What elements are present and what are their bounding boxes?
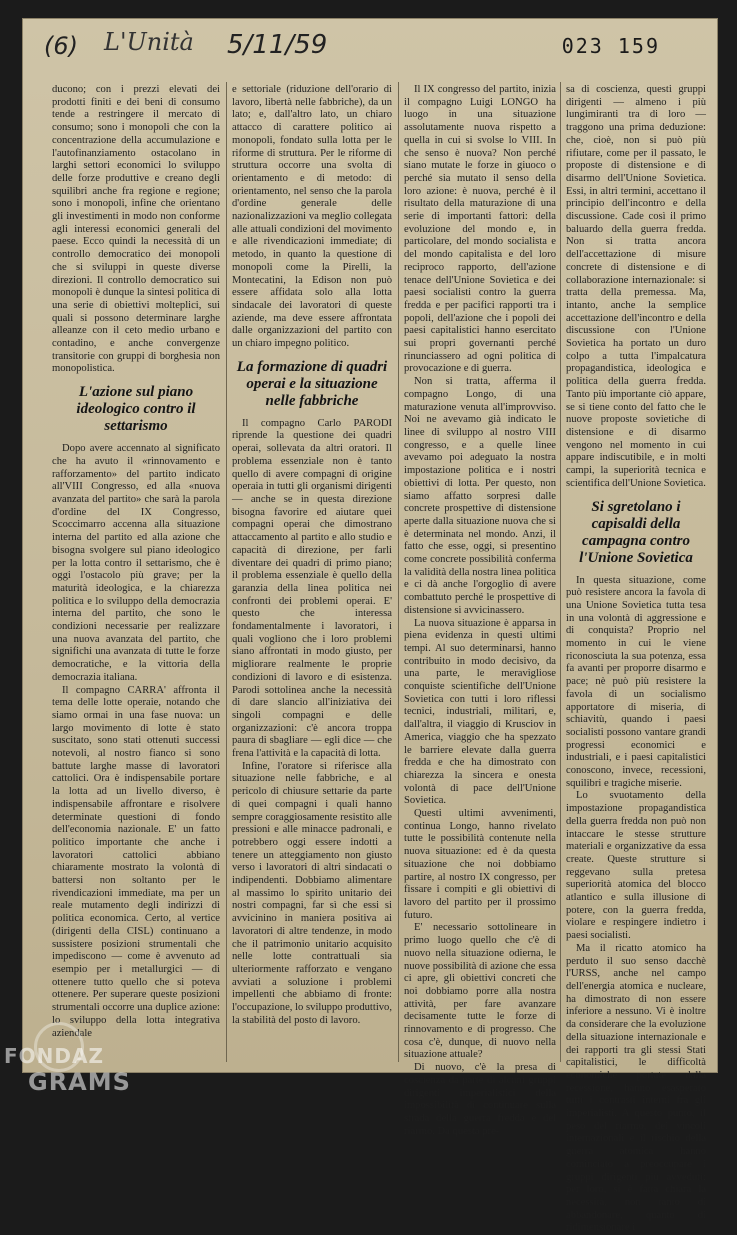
archive-stamp: 023 159 bbox=[561, 34, 660, 58]
col1-paragraph: Dopo avere accennato al significato che ha avuto il «rinnovamento e rafforzamento» del partito indicato all'VIII Congresso, ed alla «nuova avanzata del partito» che sarà la parola d'ordine del IX Congresso, Scoccimarro accenna alla situazione interna del partito ed alla azione che bisogna svolgere sul piano ideologico per la lotta contro il settarismo, che è oggi l'ostacolo più grave; per la maturità ideologica, e la chiarezza politica e lo sviluppo della democrazia interna del partito, che sono le condizioni necessarie per realizzare una nuova avanzata del partito, che significhi una avanzata di tutte le forze democratiche, e la vittoria della democrazia italiana. bbox=[52, 443, 220, 683]
col1-heading: L'azione sul piano ideologico contro il settarismo bbox=[76, 384, 196, 435]
col4-heading: Si sgretolano i capisaldi della campagna contro l'Unione Sovietica bbox=[579, 498, 693, 566]
col4-paragraph: sa di coscienza, questi gruppi dirigenti — almeno i più lungimiranti tra di loro — traggono una prima deduzione: che, cioè, non si può più rifiutare, come per il passato, le proposte di distensione e di disarmo dell'Unione Sovietica. Essi, in altri termini, accettano il principio dell'incontro e della discussione. Cade così il primo baluardo della guerra fredda. Non si tratta ancora dell'accettazione di misure concrete di distensione e di collaborazione internazionale: si tratta della premessa. Ma, intanto, anche la semplice accettazione dell'incontro e della discussione con l'Unione Sovietica ha portato un duro colpo a tutta l'impalcatura propagandistica, ideologica e politica della guerra fredda. Tanto più importante ciò appare, se si tiene conto del fatto che le nuove proposte sovietiche di distensione e di disarmo vengono nel momento in cui appare indiscutibile, e in molti campi, la superiorità tecnica e scientifica dell'Unione Sovietica. bbox=[566, 84, 706, 489]
column-3 bbox=[404, 84, 556, 1137]
col3-paragraph: Questi ultimi avvenimenti, continua Longo, hanno rivelato tutte le possibilità contenute nella nuova situazione: ed è da questa situazione che noi dobbiamo partire, al nostro IX congresso, per fissare i compiti e gli obiettivi di lavoro del partito per il prossimo futuro. bbox=[404, 808, 556, 921]
col4-paragraph: Ma il ricatto atomico ha perduto il suo senso dacchè l'URSS, anche nel campo dell'energia atomica e nucleare, ha dimostrato di non essere inferiore a nessuno. Vi è inoltre da considerare che la evoluzione della situazione internazionale e dei rapporti tra gli stessi Stati capitalistici, le difficoltà economiche portate dalla recessione, hanno esasperato tutti i contrasti interni fra gli imperialisti. A questo punto, il peso del riarmo, dei vincoli internazionali e il rischio della guerra atomica hanno cominciato a preoccupare i gruppi dirigenti più avveduti: per loro, si è fatta chiara la necessità, non tanto di abbandonare, quanto di ridimensionare i bbox=[566, 942, 706, 1234]
col1-paragraph: Il compagno CARRA' affronta il tema delle lotte operaie, notando che siamo ormai in una fase nuova: un largo movimento di lotte è stato suscitato, sono stati ottenuti successi notevoli, al nostro fianco si sono battute larghe masse di lavoratori cattolici. Ora è indispensabile portare la lotta ad un livello diverso, è indispensabile affrontare e risolvere determinate questioni di fondo dell'economia nazionale. E' un fatto politico importante che anche i lavoratori cattolici abbiano chiaramente mostrato la volontà di battersi non soltanto per le rivendicazioni immediate, ma per un reale mutamento degli indirizzi di politica economica. Certo, al vertice (dirigenti della CISL) continuano a sussistere posizioni strumentali che impediscono — come è avvenuto ad esempio per i metallurgici — di ottenere tutto quello che si poteva ottenere. Per superare queste posizioni strumentali occorre una duplice azione: lo sviluppo della lotta integrativa aziendale bbox=[52, 684, 220, 1039]
column-rule bbox=[560, 82, 561, 1062]
col3-paragraph: E' necessario sottolineare in primo luogo quello che c'è di nuovo nella situazione odierna, le nuove possibilità di azione che essa ci apre, gli obiettivi concreti che noi dobbiamo porre alla nostra attività, per fare avanzare decisamente tutte le forze di rinnovamento e di progresso. Che cosa c'è, dunque, di nuovo nella situazione attuale? bbox=[404, 922, 556, 1061]
col3-paragraph: La nuova situazione è apparsa in piena evidenza in questi ultimi tempi. Al suo determinarsi, hanno contribuito in modo decisivo, da una parte, le meravigliose conquiste scientifiche dell'Unione Sovietica con tutti i loro riflessi tecnici, industriali, militari, e, dall'altra, il viaggio di Krusciov in America, viaggio che ha spezzato le barriere elevate dalla guerra fredda e che ha dimostrato con chiarezza la sincera e onesta volontà di pace dell'Unione Sovietica. bbox=[404, 617, 556, 807]
col3-paragraph: Di nuovo, c'è la presa di coscienza da parte di alcuni gruppi dirigenti imperialistici della impossibilità di continuare sulla strada della guerra fredda e del riarmo. Da questa pre- bbox=[404, 1062, 556, 1137]
column-rule bbox=[226, 82, 227, 1062]
col3-paragraph: Non si tratta, afferma il compagno Longo, di una maturazione venuta all'improvviso. Noi ne avevamo già indicato le linee di sviluppo al nostro VIII congresso, e a quelle linee avevamo poi adeguato la nostra impostazione politica e i nostri obiettivi di lotta. Per questo, non siamo affatto sorpresi dalle concrete prospettive di distensione aperte dalla situazione nuova che si è determinata nel mondo. Anzi, il fatto che esse, oggi, si presentino come concrete possibilità conferma la validità della nostra linea politica e ci dà anche l'orgoglio di avere combattuto perché le prospettive di distensione si avvicinassero. bbox=[404, 376, 556, 616]
watermark bbox=[4, 1044, 131, 1096]
column-2 bbox=[232, 84, 392, 1059]
handwritten-number: (6) bbox=[44, 32, 78, 60]
column-1 bbox=[52, 84, 220, 1059]
col4-paragraph: Lo svuotamento della impostazione propagandistica della guerra fredda non può non intaccare le stesse strutture materiali e organizzative da essa create. Queste strutture si reggevano sulla pretesa superiorità atomica del blocco atlantico e sulla illusione di potere, con la guerra fredda, violare e respingere indietro i paesi socialisti. bbox=[566, 790, 706, 942]
column-rule bbox=[398, 82, 399, 1062]
col3-paragraph: Il IX congresso del partito, inizia il compagno Luigi LONGO ha luogo in una situazione assolutamente nuova rispetto a quella in cui si svolse lo VIII. In che senso è nuova? Non perché siano mutate le forze in giuoco o perché sia mutato il senso della loro azione: è nuova, perché è il risultato della maturazione di una serie di importanti fattori: della evoluzione del mondo e, in particolare, del mondo socialista e del mondo capitalista e del loro reciproco rapporto, dell'azione tenace dell'Unione Sovietica e dei paesi socialisti contro la guerra fredda e per pacifici rapporti tra i popoli, dell'azione che i popoli dei paesi capitalistici hanno esercitato sui propri governanti perché rinunciassero ad ogni politica di provocazione e di guerra. bbox=[404, 84, 556, 375]
watermark-line2: GRAMS bbox=[28, 1068, 131, 1096]
col2-paragraph: Infine, l'oratore si riferisce alla situazione nelle fabbriche, e al pericolo di chiusure settarie da parte di quei compagni i quali hanno sempre coraggiosamente resistito alle pressioni e alle minacce padronali, e potrebbero oggi essere indotti a tenere un atteggiamento non giusto verso i lavoratori di altri sindacati o indipendenti. Dobbiamo alimentare al massimo lo spirito unitario dei nostri compagni, far sì che essi si avvicinino in maniera positiva ai lavoratori di altre tendenze, in modo che il patrimonio unitario acquisito nelle lotte contrattuali sia ulteriormente rafforzato e vengano avviati a soluzione i problemi impellenti che abbiamo di fronte: l'occupazione, lo sviluppo produttivo, la stabilità del posto di lavoro. bbox=[232, 760, 392, 1026]
col4-paragraph: In questa situazione, come può resistere ancora la favola di una Unione Sovietica tutta tesa in una volontà di aggressione e di conquista? Proprio nel momento in cui le viene riconosciuta la sua potenza, essa fa avanti per proporre disarmo e pace; nè può più resistere la favola di un socialismo apportatore di miseria, di schiavitù, quando i paesi socialisti possono vantare grandi progressi economici e industriali, e i paesi capitalistici conoscono, invece, recessioni, squilibri e tragiche miserie. bbox=[566, 574, 706, 789]
col2-paragraph: Il compagno Carlo PARODI riprende la questione dei quadri operai, sollevata da altri oratori. Il problema essenziale non è tanto quello di avere compagni di origine operaia in tutti gli organismi dirigenti — anche se in questa direzione bisogna favorire ed aiutare quei compagni operai che dimostrano attaccamento al partito e allo studio e capacità di direzione, per farli diventare dei quadri di primo piano; il problema essenziale è quello della garanzia della linea politica nei confronti dei problemi operai. E' questo che interessa fondamentalmente i lavoratori, i quali vogliono che i loro problemi siano affrontati in modo giusto, per migliorare realmente le proprie condizioni di lavoro e di esistenza. Parodi sottolinea anche la necessità di dare slancio all'iniziativa dei singoli compagni e delle organizzazioni: c'è ancora troppa paura di sbagliare — egli dice — che frena l'attività e la capacità di lotta. bbox=[232, 417, 392, 760]
col2-paragraph: e settoriale (riduzione dell'orario di lavoro, libertà nelle fabbriche), da un lato; e, dall'altro lato, un chiaro attacco di carattere politico ai monopoli, fondato sulla lotta per le riforme di struttura. Per le riforme di struttura occorre una svolta di orientamento e di metodo: di orientamento, nel senso che la parola d'ordine generale delle nazionalizzazioni va meglio collegata alle attuali condizioni del movimento e alle rivendicazioni immediate; di metodo, in quanto la questione di monopoli come la Pirelli, la Montecatini, la Edison non può essere affidata solo alla lotta sindacale dei lavoratori di queste aziende, ma deve essere affrontata dalle organizzazioni del partito con un chiaro impegno politico. bbox=[232, 84, 392, 350]
column-4 bbox=[566, 84, 706, 1234]
col1-paragraph: ducono; con i prezzi elevati dei prodotti finiti e dei beni di consumo tende a restringere il mercato di consumo; sono i monopoli che con la concentrazione della accumulazione e l'autofinanziamento ostacolano in larghi settori economici lo sviluppo delle forze produttive e creano degli squilibri anche fra regione e regione; sono i monopoli, infine che orientano gli investimenti in modo non conforme agli interessi economici generali del paese. Ecco quindi la necessità di un controllo democratico dei monopoli che si sviluppi in queste diverse direzioni. Il controllo democratico sui monopoli è dunque la sintesi politica di una serie di obiettivi molteplici, sui quali si possono determinare larghe alleanze con il ceto medio urbano e contadino, e anche convergenze transitorie con gruppi di borghesia non monopolistica. bbox=[52, 84, 220, 375]
watermark-line1: FONDAZ bbox=[4, 1044, 104, 1068]
handwritten-source: L'Unità bbox=[104, 28, 194, 56]
col2-heading: La formazione di quadri operai e la situazione nelle fabbriche bbox=[236, 358, 388, 409]
handwritten-date: 5/11/59 bbox=[227, 30, 328, 60]
